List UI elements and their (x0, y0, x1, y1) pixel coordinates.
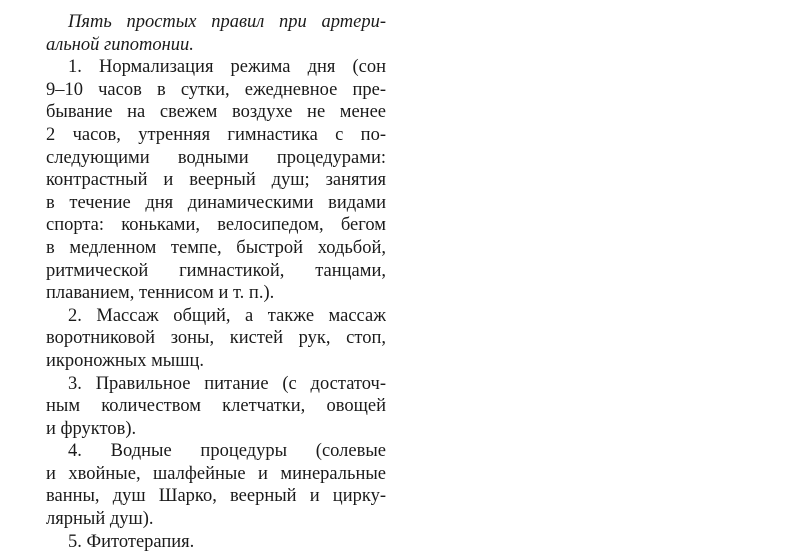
rule-line: лярный душ). (46, 509, 154, 530)
heading (46, 11, 386, 56)
rule-line: 3. Правильное питание (с достаточ- (68, 373, 386, 394)
rule-line: 5. Фитотерапия. (68, 531, 195, 552)
rule-line: следующими водными процедурами: (46, 147, 386, 168)
rule-line: бывание на свежем воздухе не менее (46, 102, 386, 123)
rule-1 (46, 56, 386, 305)
rule-line: в течение дня динамическими видами (46, 192, 386, 213)
rule-line: 2. Массаж общий, а также массаж (68, 305, 386, 326)
rule-2 (46, 305, 386, 373)
rule-line: воротниковой зоны, кистей рук, стоп, (46, 328, 386, 349)
rule-line: ным количеством клетчатки, овощей (46, 396, 386, 417)
rule-line: контрастный и веерный душ; занятия (46, 170, 386, 191)
rule-5 (46, 531, 386, 554)
rule-line: и фруктов). (46, 418, 137, 439)
rule-line: икроножных мышц. (46, 350, 204, 371)
rule-line: плаванием, теннисом и т. п.). (46, 283, 275, 304)
rule-line: 9–10 часов в сутки, ежедневное пре- (46, 79, 386, 100)
rule-line: 1. Нормализация режима дня (сон (68, 57, 386, 78)
rule-3 (46, 373, 386, 441)
rule-line: и хвойные, шалфейные и минеральные (46, 463, 386, 484)
rule-line: 4. Водные процедуры (солевые (68, 441, 386, 462)
rule-line: ритмической гимнастикой, танцами, (46, 260, 386, 281)
rule-line: в медленном темпе, быстрой ходьбой, (46, 237, 386, 258)
text-column (46, 11, 386, 553)
heading-line: альной гипотонии. (46, 34, 194, 55)
rule-line: спорта: коньками, велосипедом, бегом (46, 215, 386, 236)
rule-line: ванны, душ Шарко, веерный и цирку- (46, 486, 386, 507)
heading-line: Пять простых правил при артери- (68, 12, 386, 32)
rule-line: 2 часов, утренняя гимнастика с по- (46, 124, 386, 145)
rule-4 (46, 440, 386, 530)
